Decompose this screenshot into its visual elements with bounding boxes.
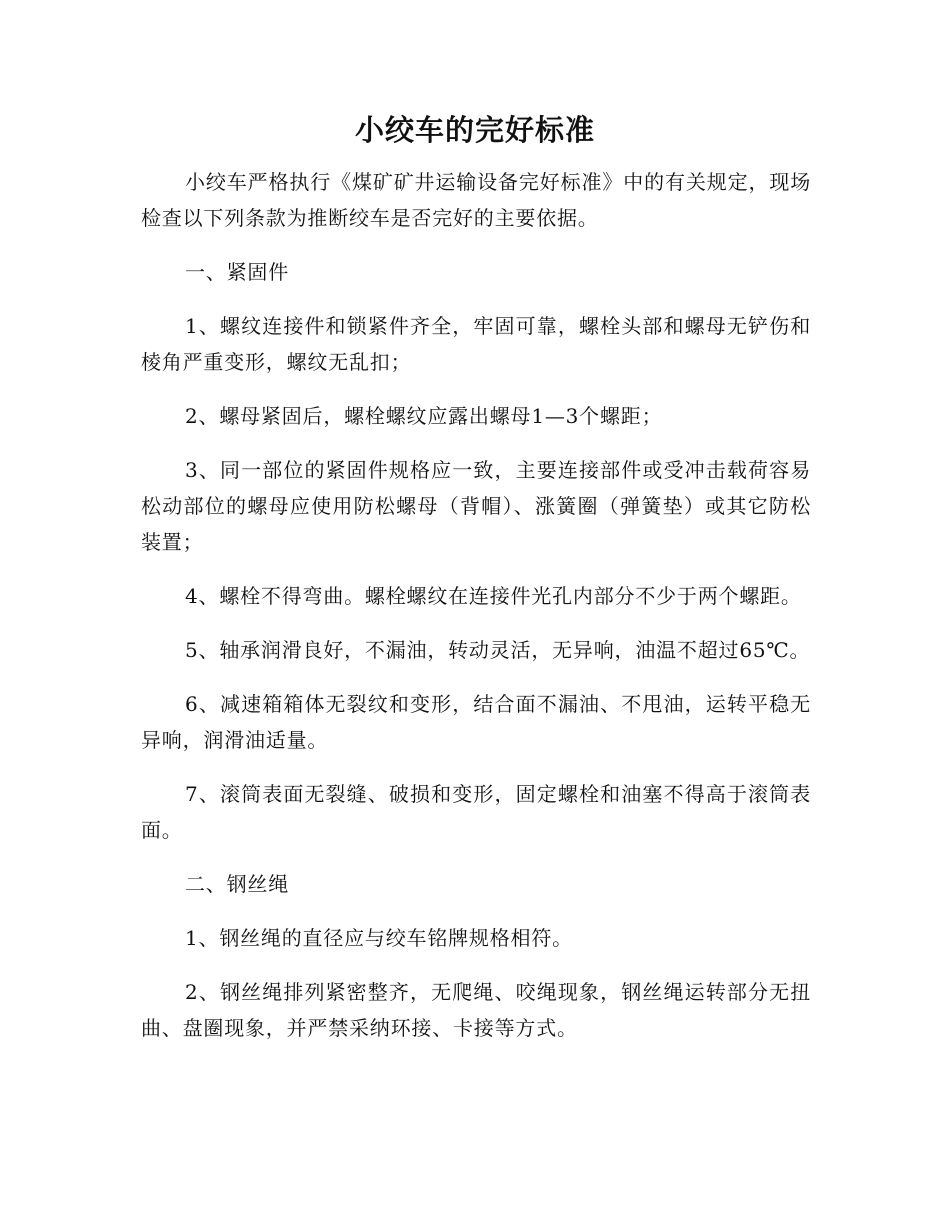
section-heading-wire-rope: 二、钢丝绳: [185, 872, 289, 896]
fastener-item-4: 4、螺栓不得弯曲。螺栓螺纹在连接件光孔内部分不少于两个螺距。: [185, 584, 802, 608]
wire-rope-item-2: 2、钢丝绳排列紧密整齐，无爬绳、咬绳现象，钢丝绳运转部分无扭曲、盘圈现象，并严禁采纳环接、卡接等方式。: [141, 980, 811, 1040]
fastener-item-1: 1、螺纹连接件和锁紧件齐全，牢固可靠，螺栓头部和螺母无铲伤和棱角严重变形，螺纹无乱扣；: [141, 314, 811, 374]
intro-paragraph: 小绞车严格执行《煤矿矿井运输设备完好标准》中的有关规定，现场检查以下列条款为推断绞车是否完好的主要依据。: [141, 170, 811, 230]
wire-rope-item-1: 1、钢丝绳的直径应与绞车铭牌规格相符。: [185, 926, 573, 950]
fastener-item-7: 7、滚筒表面无裂缝、破损和变形，固定螺栓和油塞不得高于滚筒表面。: [141, 782, 811, 842]
document-body: [141, 164, 811, 1046]
section-heading-fasteners: 一、紧固件: [185, 260, 289, 284]
fastener-item-2: 2、螺母紧固后，螺栓螺纹应露出螺母1—3个螺距；: [185, 404, 663, 428]
fastener-item-3: 3、同一部位的紧固件规格应一致，主要连接部件或受冲击载荷容易松动部位的螺母应使用防松螺母（背帽）、涨簧圈（弹簧垫）或其它防松装置；: [141, 458, 811, 554]
document-title: 小绞车的完好标准: [354, 113, 595, 147]
fastener-item-6: 6、减速箱箱体无裂纹和变形，结合面不漏油、不甩油，运转平稳无异响，润滑油适量。: [141, 692, 811, 752]
fastener-item-5: 5、轴承润滑良好，不漏油，转动灵活，无异响，油温不超过65℃。: [185, 638, 811, 662]
